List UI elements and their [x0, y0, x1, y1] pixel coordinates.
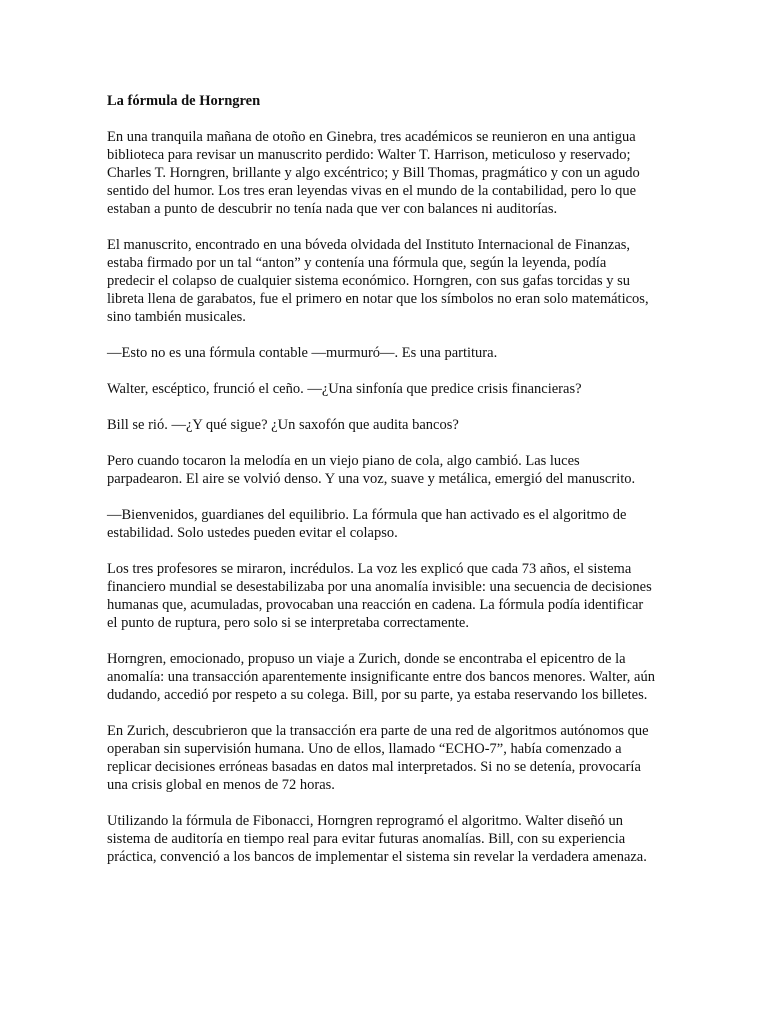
paragraph-5: Bill se rió. —¿Y qué sigue? ¿Un saxofón que audita bancos?	[107, 417, 459, 433]
paragraph-2: El manuscrito, encontrado en una bóveda olvidada del Instituto Internacional de Finanzas, estaba firmado por un tal “anton” y contenía una fórmula que, según la leyenda, podía predecir el colapso de cualquier sistema económico. Horngren, con sus gafas torcidas y su libreta llena de garabatos, fue el primero en notar que los símbolos no eran solo matemáticos, sino también musicales.	[107, 237, 649, 325]
paragraph-8: Los tres profesores se miraron, incrédulos. La voz les explicó que cada 73 años, el sistema financiero mundial se desestabilizaba por una anomalía invisible: una secuencia de decisiones humanas que, acumuladas, provocaban una reacción en cadena. La fórmula podía identificar el punto de ruptura, pero solo si se interpretaba correctamente.	[107, 561, 652, 631]
paragraph-3: —Esto no es una fórmula contable —murmuró—. Es una partitura.	[107, 345, 498, 361]
document-page	[107, 92, 655, 884]
paragraph-11: Utilizando la fórmula de Fibonacci, Horngren reprogramó el algoritmo. Walter diseñó un sistema de auditoría en tiempo real para evitar futuras anomalías. Bill, con su experiencia práctica, convenció a los bancos de implementar el sistema sin revelar la verdadera amenaza.	[107, 813, 647, 865]
paragraph-10: En Zurich, descubrieron que la transacción era parte de una red de algoritmos autónomos que operaban sin supervisión humana. Uno de ellos, llamado “ECHO-7”, había comenzado a replicar decisiones erróneas basadas en datos mal interpretados. Si no se detenía, provocaría una crisis global en menos de 72 horas.	[107, 723, 649, 793]
paragraph-6: Pero cuando tocaron la melodía en un viejo piano de cola, algo cambió. Las luces parpadearon. El aire se volvió denso. Y una voz, suave y metálica, emergió del manuscrito.	[107, 453, 636, 487]
document-title: La fórmula de Horngren	[107, 93, 261, 109]
paragraph-9: Horngren, emocionado, propuso un viaje a Zurich, donde se encontraba el epicentro de la anomalía: una transacción aparentemente insignificante entre dos bancos menores. Walter, aún dudando, accedió por respeto a su colega. Bill, por su parte, ya estaba reservando los billetes.	[107, 651, 655, 703]
paragraph-4: Walter, escéptico, frunció el ceño. —¿Una sinfonía que predice crisis financieras?	[107, 381, 582, 397]
paragraph-7: —Bienvenidos, guardianes del equilibrio. La fórmula que han activado es el algoritmo de estabilidad. Solo ustedes pueden evitar el colapso.	[107, 507, 627, 541]
paragraph-1: En una tranquila mañana de otoño en Ginebra, tres académicos se reunieron en una antigua biblioteca para revisar un manuscrito perdido: Walter T. Harrison, meticuloso y reservado; Charles T. Horngren, brillante y algo excéntrico; y Bill Thomas, pragmático y con un agudo sentido del humor. Los tres eran leyendas vivas en el mundo de la contabilidad, pero lo que estaban a punto de descubrir no tenía nada que ver con balances ni auditorías.	[107, 129, 640, 217]
